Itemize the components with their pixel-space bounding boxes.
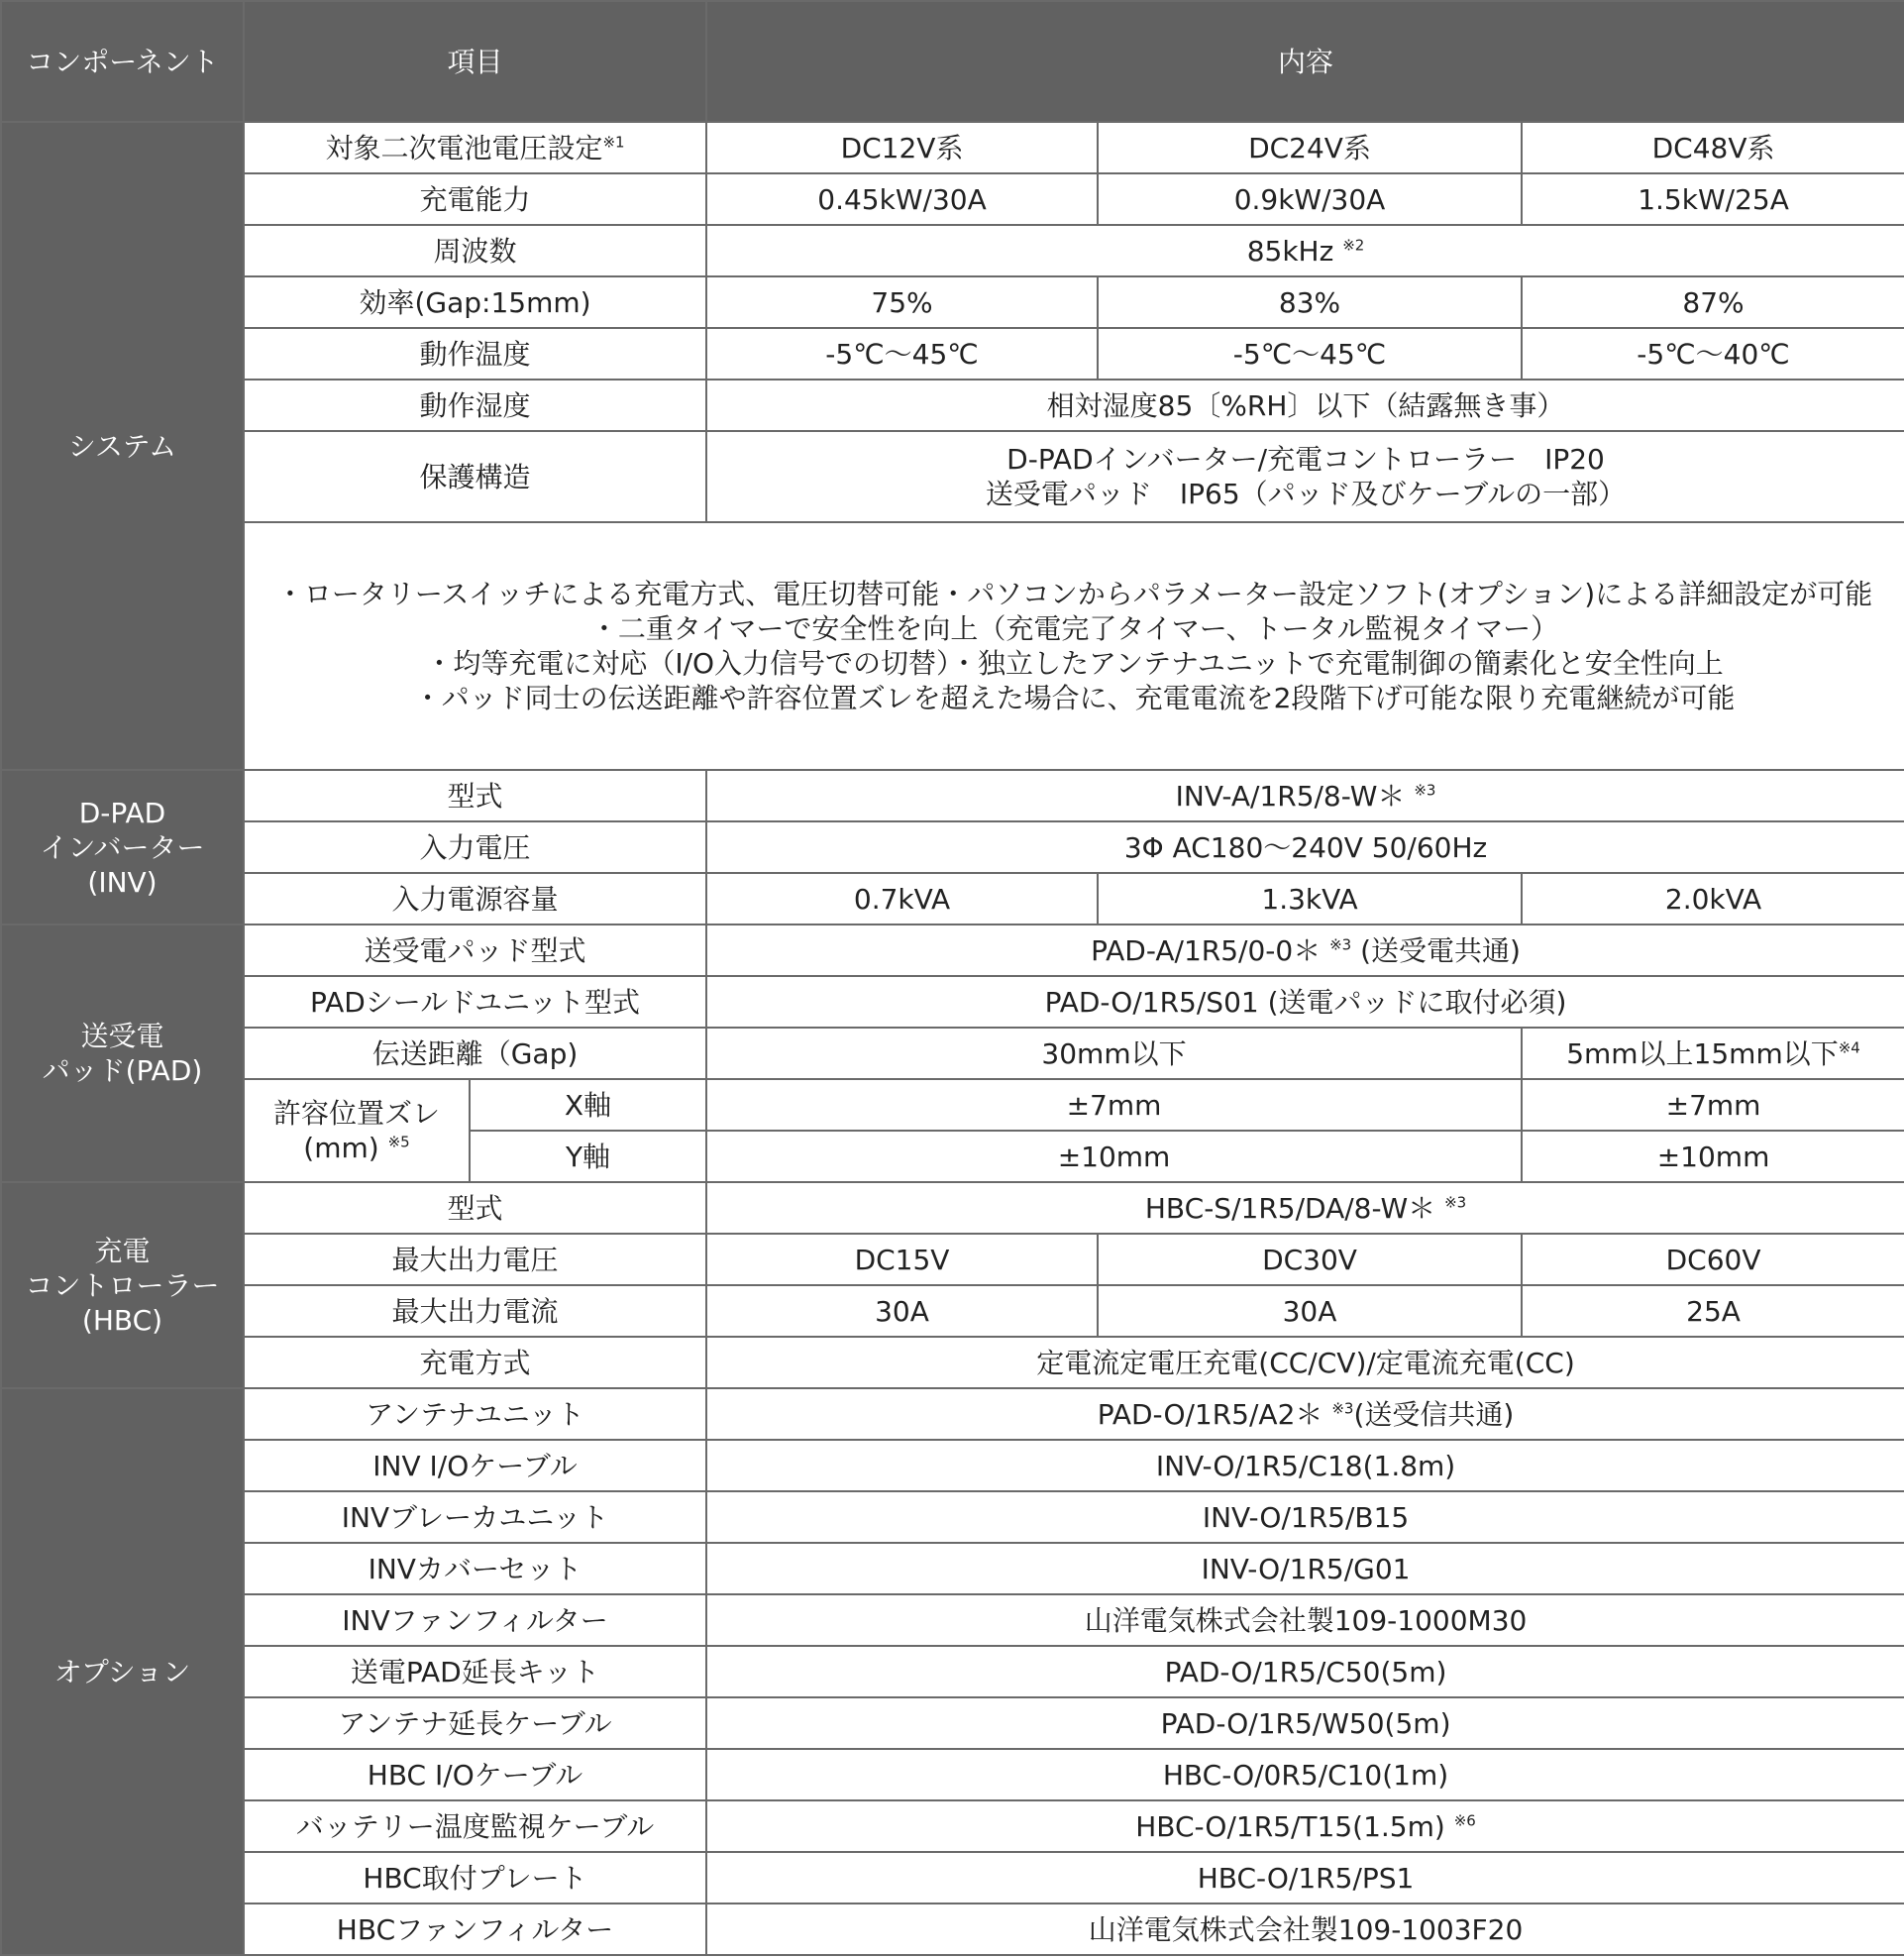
table-row xyxy=(1,1904,1904,1955)
table-row xyxy=(1,1028,1904,1079)
header-component: コンポーネント xyxy=(1,1,244,122)
table-row xyxy=(1,1182,1904,1234)
item-label: 入力電圧 xyxy=(244,821,706,873)
value-cell: 83% xyxy=(1098,276,1522,328)
header-content: 内容 xyxy=(706,1,1904,122)
item-label: HBC I/Oケーブル xyxy=(244,1749,706,1800)
value-cell: PAD-O/1R5/A2＊ $^{※3}$(送受信共通) xyxy=(706,1388,1904,1440)
value-cell: 0.45kW/30A xyxy=(706,173,1098,225)
value-cell: 0.7kVA xyxy=(706,873,1098,925)
table-row xyxy=(1,522,1904,770)
header-item: 項目 xyxy=(244,1,706,122)
table-row xyxy=(1,873,1904,925)
value-cell: ±10mm xyxy=(706,1131,1522,1182)
item-label: 最大出力電流 xyxy=(244,1285,706,1337)
note-item: ・パッド同士の伝送距離や許容位置ズレを超えた場合に、充電電流を2段階下げ可能な限り充電継続が可能 xyxy=(413,682,1736,714)
value-cell: PAD-A/1R5/0-0＊ $^{※3}$ (送受電共通) xyxy=(706,925,1904,976)
item-label: 送電PAD延長キット xyxy=(244,1646,706,1697)
table-row xyxy=(1,431,1904,522)
table-row xyxy=(1,1440,1904,1491)
table-row xyxy=(1,1543,1904,1594)
value-cell: DC15V xyxy=(706,1234,1098,1285)
table-row xyxy=(1,380,1904,431)
value-cell: 2.0kVA xyxy=(1522,873,1904,925)
item-label: HBC取付プレート xyxy=(244,1852,706,1904)
value-cell: DC48V系 xyxy=(1522,122,1904,173)
table-row xyxy=(1,122,1904,173)
table-row xyxy=(1,1594,1904,1646)
table-row xyxy=(1,1337,1904,1388)
value-cell: ±10mm xyxy=(1522,1131,1904,1182)
value-cell: -5℃～45℃ xyxy=(706,328,1098,380)
value-cell: 山洋電気株式会社製109-1003F20 xyxy=(706,1904,1904,1955)
item-label: 動作湿度 xyxy=(244,380,706,431)
table-row xyxy=(1,821,1904,873)
value-cell: PAD-O/1R5/W50(5m) xyxy=(706,1697,1904,1749)
value-cell xyxy=(706,431,1904,522)
value-cell: INV-O/1R5/C18(1.8m) xyxy=(706,1440,1904,1491)
item-label: PADシールドユニット型式 xyxy=(244,976,706,1028)
item-label: HBCファンフィルター xyxy=(244,1904,706,1955)
table-row xyxy=(1,225,1904,276)
item-label: INVカバーセット xyxy=(244,1543,706,1594)
protection-line: 送受電パッド IP65（パッド及びケーブルの一部） xyxy=(985,478,1627,510)
item-label: 送受電パッド型式 xyxy=(244,925,706,976)
value-cell: DC60V xyxy=(1522,1234,1904,1285)
item-label: 動作温度 xyxy=(244,328,706,380)
axis-label: X軸 xyxy=(470,1079,706,1131)
value-cell: 1.3kVA xyxy=(1098,873,1522,925)
value-cell: INV-O/1R5/B15 xyxy=(706,1491,1904,1543)
value-cell: ±7mm xyxy=(706,1079,1522,1131)
component-options: オプション xyxy=(1,1388,244,1955)
value-cell: 山洋電気株式会社製109-1000M30 xyxy=(706,1594,1904,1646)
table-row xyxy=(1,1852,1904,1904)
component-controller: 充電 コントローラー (HBC) xyxy=(1,1182,244,1388)
system-notes xyxy=(244,522,1904,770)
table-row xyxy=(1,1388,1904,1440)
item-label: 最大出力電圧 xyxy=(244,1234,706,1285)
value-cell: INV-O/1R5/G01 xyxy=(706,1543,1904,1594)
item-label: 対象二次電池電圧設定$^{※1}$ xyxy=(244,122,706,173)
value-cell: -5℃～45℃ xyxy=(1098,328,1522,380)
table-row xyxy=(1,1285,1904,1337)
value-cell: 5mm以上15mm以下$^{※4}$ xyxy=(1522,1028,1904,1079)
value-cell: 25A xyxy=(1522,1285,1904,1337)
value-cell: DC30V xyxy=(1098,1234,1522,1285)
value-cell: 相対湿度85〔%RH〕以下（結露無き事） xyxy=(706,380,1904,431)
value-cell: 85kHz $^{※2}$ xyxy=(706,225,1904,276)
table-row xyxy=(1,1491,1904,1543)
value-cell: HBC-O/1R5/PS1 xyxy=(706,1852,1904,1904)
value-cell: 定電流定電圧充電(CC/CV)/定電流充電(CC) xyxy=(706,1337,1904,1388)
value-cell: -5℃～40℃ xyxy=(1522,328,1904,380)
item-label: 充電方式 xyxy=(244,1337,706,1388)
value-cell: 0.9kW/30A xyxy=(1098,173,1522,225)
table-row xyxy=(1,925,1904,976)
item-label: 保護構造 xyxy=(244,431,706,522)
value-cell: 30A xyxy=(706,1285,1098,1337)
component-pad: 送受電 パッド(PAD) xyxy=(1,925,244,1182)
item-label: バッテリー温度監視ケーブル xyxy=(244,1800,706,1852)
note-item: ・均等充電に対応（I/O入力信号での切替）・独立したアンテナユニットで充電制御の簡素化と安全性向上 xyxy=(425,647,1724,680)
table-row xyxy=(1,328,1904,380)
item-label: 型式 xyxy=(244,1182,706,1234)
item-label: 伝送距離（Gap) xyxy=(244,1028,706,1079)
component-inverter: D-PAD インバーター (INV) xyxy=(1,770,244,925)
item-label: 周波数 xyxy=(244,225,706,276)
table-row xyxy=(1,1646,1904,1697)
value-cell: PAD-O/1R5/S01 (送電パッドに取付必須) xyxy=(706,976,1904,1028)
value-cell: DC24V系 xyxy=(1098,122,1522,173)
table-row xyxy=(1,173,1904,225)
item-label: 効率(Gap:15mm) xyxy=(244,276,706,328)
table-row xyxy=(1,1234,1904,1285)
value-cell: 3Φ AC180～240V 50/60Hz xyxy=(706,821,1904,873)
item-label: INVブレーカユニット xyxy=(244,1491,706,1543)
item-label: 充電能力 xyxy=(244,173,706,225)
header-row xyxy=(1,1,1904,122)
item-label: 入力電源容量 xyxy=(244,873,706,925)
table-row xyxy=(1,1079,1904,1131)
table-row xyxy=(1,1749,1904,1800)
table-row xyxy=(1,276,1904,328)
item-label: アンテナ延長ケーブル xyxy=(244,1697,706,1749)
value-cell: ±7mm xyxy=(1522,1079,1904,1131)
value-cell: DC12V系 xyxy=(706,122,1098,173)
item-label: 型式 xyxy=(244,770,706,821)
table-row xyxy=(1,976,1904,1028)
protection-line: D-PADインバーター/充電コントローラー IP20 xyxy=(1006,443,1605,476)
value-cell: 1.5kW/25A xyxy=(1522,173,1904,225)
table-row xyxy=(1,1697,1904,1749)
item-label: INVファンフィルター xyxy=(244,1594,706,1646)
value-cell: INV-A/1R5/8-W＊ $^{※3}$ xyxy=(706,770,1904,821)
value-cell: HBC-O/0R5/C10(1m) xyxy=(706,1749,1904,1800)
item-label: INV I/Oケーブル xyxy=(244,1440,706,1491)
component-system: システム xyxy=(1,122,244,770)
table-row xyxy=(1,770,1904,821)
value-cell: HBC-S/1R5/DA/8-W＊ $^{※3}$ xyxy=(706,1182,1904,1234)
value-cell: PAD-O/1R5/C50(5m) xyxy=(706,1646,1904,1697)
note-item: ・二重タイマーで安全性を向上（充電完了タイマー、トータル監視タイマー） xyxy=(589,612,1559,645)
axis-label: Y軸 xyxy=(470,1131,706,1182)
table-row xyxy=(1,1800,1904,1852)
note-item: ・ロータリースイッチによる充電方式、電圧切替可能・パソコンからパラメーター設定ソフト(オプション)による詳細設定が可能 xyxy=(275,578,1873,610)
value-cell: 30A xyxy=(1098,1285,1522,1337)
value-cell: 75% xyxy=(706,276,1098,328)
value-cell: 30mm以下 xyxy=(706,1028,1522,1079)
value-cell: HBC-O/1R5/T15(1.5m) $^{※6}$ xyxy=(706,1800,1904,1852)
value-cell: 87% xyxy=(1522,276,1904,328)
tolerance-label: 許容位置ズレ (mm) $^{※5}$ xyxy=(244,1079,470,1182)
item-label: アンテナユニット xyxy=(244,1388,706,1440)
